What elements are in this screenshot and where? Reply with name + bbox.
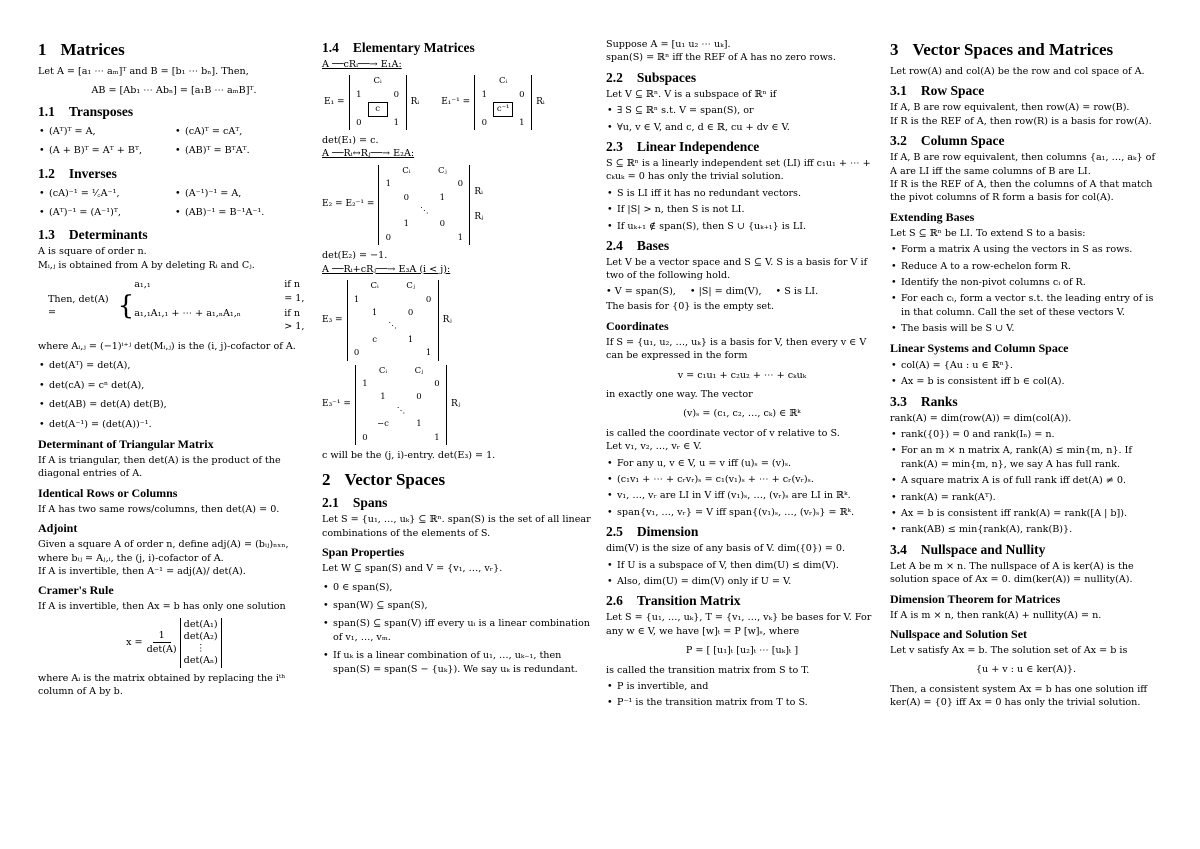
list-item: • det(A⁻¹) = (det(A))⁻¹. <box>38 418 310 431</box>
nullspace-text: Let A be m × n. The nullspace of A is ker(A) is the solution space of Ax = 0. dim(ker(A)) = nullity(A). <box>890 560 1134 586</box>
solution-set-text-2: Then, a consistent system Ax = b has one solution iff ker(A) = {0} iff Ax = 0 has only the trivial solution. <box>890 683 1148 709</box>
coord-equation: v = c₁u₁ + c₂u₂ + ⋯ + cₖuₖ <box>677 369 807 381</box>
dimension-text: dim(V) is the size of any basis of V. dim({0}) = 0. <box>606 543 846 555</box>
list-item: • (Aᵀ)⁻¹ = (A⁻¹)ᵀ, <box>38 206 174 219</box>
list-item: • (Aᵀ)ᵀ = A, <box>38 125 174 138</box>
list-item: • (A + B)ᵀ = Aᵀ + Bᵀ, <box>38 144 174 157</box>
list-item: • A square matrix A is of full rank iff det(A) ≠ 0. <box>890 474 1162 487</box>
det-text-1: A is square of order n. <box>38 246 147 258</box>
span-top-2: span(S) = ℝⁿ iff the REF of A has no zero rows. <box>606 52 836 64</box>
adjoint-text-2: where bᵢⱼ = Aⱼ,ᵢ, the (j, i)-cofactor of A. <box>38 552 224 564</box>
column-space-text-2: If R is the REF of A, then the columns of A that match the pivot columns of R form a basis for col(A). <box>890 179 1153 204</box>
list-item: • Also, dim(U) = dim(V) only if U = V. <box>606 575 878 588</box>
det-text-3: where Aᵢ,ⱼ = (−1)ⁱ⁺ʲ det(Mᵢ,ⱼ) is the (i, j)-cofactor of A. <box>38 340 296 352</box>
e2-matrices: E₂ = E₂⁻¹ = Cᵢ Cⱼ 1 0 0 1 ⋱ 1 0 0 1 Rᵢ Rⱼ <box>322 165 594 245</box>
coord-text-4: Let v₁, v₂, …, vᵣ ∈ V. <box>606 441 702 453</box>
e3-matrix: Cᵢ Cⱼ 1 0 1 0 ⋱ c 1 0 1 <box>347 280 439 360</box>
list-item: • Form a matrix A using the vectors in S as rows. <box>890 243 1162 256</box>
section-3-2-heading: 3.2 Column Space <box>890 133 1005 149</box>
list-item: • Reduce A to a row-echelon form R. <box>890 260 1162 273</box>
column-space-text-1: If A, B are row equivalent, then columns {a₁, …, aₖ} of A are LI iff the same columns of B are LI. <box>890 152 1156 177</box>
list-item: • If uₖ is a linear combination of u₁, …, uₖ₋₁, then span(S) = span(S − {uₖ}). We say uₖ is redundant. <box>322 649 594 676</box>
section-1-4-heading: 1.4 Elementary Matrices <box>322 40 475 55</box>
column-3 <box>606 38 878 713</box>
adjoint-heading: Adjoint <box>38 521 78 536</box>
list-item: • (cA)⁻¹ = ¹⁄꜀A⁻¹, <box>38 187 174 200</box>
list-item: • Identify the non-pivot columns cᵢ of R. <box>890 276 1162 289</box>
transition-text-1: Let S = {u₁, …, uₖ}, T = {v₁, …, vₖ} be bases for V. For any w ∈ V, we have [w]ₜ = P [w]ₛ, where <box>606 612 872 637</box>
list-item: • rank(AB) ≤ min{rank(A), rank(B)}. <box>890 523 1162 536</box>
list-item: • (cA)ᵀ = cAᵀ, <box>174 125 310 138</box>
e1-heading: A ──cRᵢ──→ E₁A: <box>322 59 402 70</box>
dimension-list <box>606 559 878 589</box>
identical-text: If A has two same rows/columns, then det(A) = 0. <box>38 503 280 515</box>
cramer-text-2: where Aᵢ is the matrix obtained by replacing the iᵗʰ column of A by b. <box>38 672 286 698</box>
inverses-list <box>38 184 310 223</box>
transposes-list <box>38 122 310 161</box>
triangular-heading: Determinant of Triangular Matrix <box>38 436 214 451</box>
brace-icon: { <box>117 291 135 322</box>
section-2-heading: 2 Vector Spaces <box>322 470 446 490</box>
list-item: • span(W) ⊆ span(S), <box>322 599 594 612</box>
list-item: • (AB)ᵀ = BᵀAᵀ. <box>174 144 310 157</box>
list-item: • ∀u, v ∈ V, and c, d ∈ ℝ, cu + dv ∈ V. <box>606 121 878 134</box>
row-space-text-2: If R is the REF of A, then row(R) is a basis for row(A). <box>890 115 1152 127</box>
section-3-heading: 3 Vector Spaces and Matrices <box>890 40 1114 59</box>
e1-matrix: Cᵢ 1 0 c 0 1 <box>349 75 407 130</box>
e3-inverse-block: E₃⁻¹ = Cᵢ Cⱼ 1 0 1 0 ⋱ −c 1 0 1 Rⱼ <box>322 365 594 445</box>
det-e2: det(E₂) = −1. <box>322 250 388 262</box>
cramer-heading: Cramer's Rule <box>38 583 114 598</box>
list-item: • For each cᵢ, form a vector s.t. the leading entry of is in that column. Call the set of these vectors V. <box>890 292 1162 319</box>
section-3-3-heading: 3.3 Ranks <box>890 393 958 409</box>
section-1-3-heading: 1.3 Determinants <box>38 227 148 243</box>
coord-list <box>606 457 878 520</box>
list-item: • If U is a subspace of V, then dim(U) ≤ dim(V). <box>606 559 878 572</box>
list-item: • rank(A) = rank(Aᵀ). <box>890 491 1162 504</box>
list-item: • Ax = b is consistent iff rank(A) = rank([A | b]). <box>890 507 1162 520</box>
triangular-text: If A is triangular, then det(A) is the product of the diagonal entries of A. <box>38 454 281 480</box>
e1-inverse-matrix: Cᵢ 1 0 c⁻¹ 0 1 <box>474 75 532 130</box>
section-3-intro: Let row(A) and col(A) be the row and col space of A. <box>890 66 1145 77</box>
column-4 <box>890 38 1162 710</box>
cramer-text-1: If A is invertible, then Ax = b has only one solution <box>38 601 286 613</box>
e3-note: c will be the (j, i)-entry. det(E₃) = 1. <box>322 449 496 461</box>
bases-conditions: • V = span(S), • |S| = dim(V), • S is LI. <box>606 285 878 298</box>
linear-systems-heading: Linear Systems and Column Space <box>890 340 1069 355</box>
section-2-2-heading: 2.2 Subspaces <box>606 69 697 85</box>
li-list <box>606 187 878 233</box>
transition-text-2: is called the transition matrix from S to T. <box>606 664 810 676</box>
subspace-intro: Let V ⊆ ℝⁿ. V is a subspace of ℝⁿ if <box>606 88 777 100</box>
e2-matrix: Cᵢ Cⱼ 1 0 0 1 ⋱ 1 0 0 1 <box>378 165 470 245</box>
adjoint-text-1: Given a square A of order n, define adj(A) = (bᵢⱼ)ₙₓₙ, <box>38 539 289 551</box>
e3-inverse-matrix: Cᵢ Cⱼ 1 0 1 0 ⋱ −c 1 0 1 <box>355 365 447 445</box>
section-2-6-heading: 2.6 Transition Matrix <box>606 593 741 609</box>
e1-matrices: E₁ = Cᵢ 1 0 c 0 1 Rᵢ E₁⁻¹ = Cᵢ 1 0 c⁻¹ 0 1 Rᵢ <box>324 75 594 130</box>
bases-text-2: The basis for {0} is the empty set. <box>606 301 775 313</box>
subspace-list <box>606 104 878 134</box>
dimension-theorem-text: If A is m × n, then rank(A) + nullity(A) = n. <box>890 609 1102 621</box>
list-item: • If |S| > n, then S is not LI. <box>606 203 878 216</box>
solution-set-text-1: Let v satisfy Ax = b. The solution set of Ax = b is <box>890 644 1128 656</box>
det-definition: Then, det(A) = { a₁,₁ if n = 1, a₁,₁A₁,₁ + ⋯ + a₁,ₙA₁,ₙ if n > 1, <box>48 279 305 333</box>
spans-text: Let S = {u₁, …, uₖ} ⊆ ℝⁿ. span(S) is the set of all linear combinations of the elements of S. <box>322 514 591 539</box>
list-item: • S is LI iff it has no redundant vectors. <box>606 187 878 200</box>
list-item: • 0 ∈ span(S), <box>322 581 594 594</box>
section-1-heading: 1 Matrices <box>38 40 125 59</box>
ab-formula: AB = [Ab₁ ⋯ Abₙ] = [a₁B ⋯ aₘB]ᵀ. <box>91 85 257 97</box>
cramer-vector: det(A₁) det(A₂) ⋮ det(Aₙ) <box>180 618 222 668</box>
list-item: • ∃ S ⊆ ℝⁿ s.t. V = span(S), or <box>606 104 878 117</box>
bases-text-1: Let V be a vector space and S ⊆ V. S is a basis for V if two of the following hold. <box>606 257 868 282</box>
list-item: • For an m × n matrix A, rank(A) ≤ min{m, n}. If rank(A) = min{m, n}, we say A has full rank. <box>890 444 1162 471</box>
extending-list <box>890 243 1162 335</box>
section-1-2-heading: 1.2 Inverses <box>38 165 117 181</box>
coord-text-1: If S = {u₁, u₂, …, uₖ} is a basis for V, then every v ∈ V can be expressed in the form <box>606 336 867 362</box>
linear-systems-list <box>890 359 1162 389</box>
transition-equation: P = [ [u₁]ₜ [u₂]ₜ ⋯ [uₖ]ₜ ] <box>685 645 799 657</box>
e3-heading: A ──Rᵢ+cRⱼ──→ E₃A (i < j): <box>322 263 451 275</box>
span-properties-intro: Let W ⊆ span(S) and V = {v₁, …, vᵣ}. <box>322 563 503 575</box>
section-2-3-heading: 2.3 Linear Independence <box>606 139 760 155</box>
det-text-2: Mᵢ,ⱼ is obtained from A by deleting Rᵢ and Cⱼ. <box>38 259 255 271</box>
list-item: • rank({0}) = 0 and rank(Iₙ) = n. <box>890 428 1162 441</box>
list-item: • For any u, v ∈ V, u = v iff (u)ₛ = (v)ₛ. <box>606 457 878 470</box>
list-item: • (AB)⁻¹ = B⁻¹A⁻¹. <box>174 206 310 219</box>
list-item: • span{v₁, …, vᵣ} = V iff span{(v₁)ₛ, …, (vᵣ)ₛ} = ℝᵏ. <box>606 506 878 519</box>
adjoint-text-3: If A is invertible, then A⁻¹ = adj(A)/ det(A). <box>38 565 246 577</box>
section-2-5-heading: 2.5 Dimension <box>606 524 699 540</box>
list-item: • P⁻¹ is the transition matrix from T to S. <box>606 696 878 709</box>
list-item: • span(S) ⊆ span(V) iff every uᵢ is a linear combination of v₁, …, vₘ. <box>322 617 594 644</box>
list-item: • The basis will be S ∪ V. <box>890 322 1162 335</box>
column-2 <box>322 38 594 681</box>
list-item: • If uₖ₊₁ ∉ span(S), then S ∪ {uₖ₊₁} is LI. <box>606 220 878 233</box>
list-item: • v₁, …, vᵣ are LI in V iff (v₁)ₛ, …, (vᵣ)ₛ are LI in ℝᵏ. <box>606 489 878 502</box>
section-3-4-heading: 3.4 Nullspace and Nullity <box>890 541 1046 557</box>
e2-heading: A ──Rᵢ↔Rⱼ──→ E₂A: <box>322 148 415 160</box>
matrices-intro: Let A = [a₁ ⋯ aₘ]ᵀ and B = [b₁ ⋯ bₙ]. Then, <box>38 66 249 77</box>
rank-list <box>890 428 1162 537</box>
column-1 <box>38 38 310 699</box>
rank-text: rank(A) = dim(row(A)) = dim(col(A)). <box>890 412 1072 424</box>
cramer-formula: x = 1 det(A) det(A₁) det(A₂) ⋮ det(Aₙ) <box>38 618 310 668</box>
list-item: • col(A) = {Au : u ∈ ℝⁿ}. <box>890 359 1162 372</box>
det-properties <box>38 359 310 431</box>
coord-text-3: is called the coordinate vector of v relative to S. <box>606 427 840 439</box>
list-item: • P is invertible, and <box>606 680 878 693</box>
row-space-text-1: If A, B are row equivalent, then row(A) = row(B). <box>890 102 1130 114</box>
dimension-theorem-heading: Dimension Theorem for Matrices <box>890 591 1061 606</box>
extending-bases-heading: Extending Bases <box>890 209 975 224</box>
transition-list <box>606 680 878 710</box>
section-2-1-heading: 2.1 Spans <box>322 495 388 511</box>
list-item: • (c₁v₁ + ⋯ + cᵣvᵣ)ₛ = c₁(v₁)ₛ + ⋯ + cᵣ(vᵣ)ₛ. <box>606 473 878 486</box>
e3-matrix-block: E₃ = Cᵢ Cⱼ 1 0 1 0 ⋱ c 1 0 1 Rⱼ <box>322 280 594 360</box>
coord-text-2: in exactly one way. The vector <box>606 388 753 400</box>
section-2-4-heading: 2.4 Bases <box>606 238 670 254</box>
span-top-1: Suppose A = [u₁ u₂ ⋯ uₖ]. <box>606 39 731 50</box>
solution-set-equation: {u + v : u ∈ ker(A)}. <box>975 664 1077 676</box>
extending-intro: Let S ⊆ ℝⁿ be LI. To extend S to a basis: <box>890 227 1086 239</box>
li-text: S ⊆ ℝⁿ is a linearly independent set (LI) iff c₁u₁ + ⋯ + cₖuₖ = 0 has only the trivial solution. <box>606 158 871 183</box>
coord-vector: (v)ₛ = (c₁, c₂, …, cₖ) ∈ ℝᵏ <box>683 408 801 420</box>
det-e1: det(E₁) = c. <box>322 135 379 147</box>
list-item: • det(AB) = det(A) det(B), <box>38 398 310 411</box>
section-1-1-heading: 1.1 Transposes <box>38 103 134 119</box>
section-3-1-heading: 3.1 Row Space <box>890 83 985 99</box>
list-item: • (A⁻¹)⁻¹ = A, <box>174 187 310 200</box>
solution-set-heading: Nullspace and Solution Set <box>890 626 1028 641</box>
fraction: 1 det(A) <box>146 629 177 656</box>
list-item: • Ax = b is consistent iff b ∈ col(A). <box>890 375 1162 388</box>
identical-heading: Identical Rows or Columns <box>38 485 178 500</box>
span-properties-heading: Span Properties <box>322 545 405 560</box>
span-properties-list <box>322 581 594 676</box>
list-item: • det(Aᵀ) = det(A), <box>38 359 310 372</box>
list-item: • det(cA) = cⁿ det(A), <box>38 379 310 392</box>
coordinates-heading: Coordinates <box>606 318 669 333</box>
